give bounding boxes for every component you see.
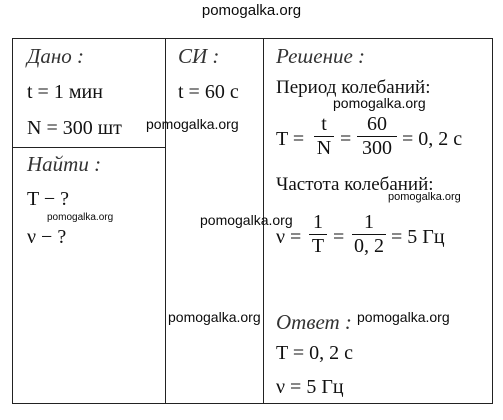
watermark-3: pomogalka.org bbox=[388, 191, 461, 203]
frequency-result: = 5 Гц bbox=[391, 226, 445, 248]
find-title: Найти : bbox=[27, 152, 102, 176]
watermark-2: pomogalka.org bbox=[333, 95, 426, 111]
period-denominator-2: 300 bbox=[362, 137, 392, 159]
frequency-equals: = bbox=[333, 226, 345, 248]
answer-frequency: ν = 5 Гц bbox=[276, 376, 344, 398]
watermark-6: pomogalka.org bbox=[168, 309, 261, 325]
row-divider bbox=[13, 147, 165, 148]
answer-period: T = 0, 2 с bbox=[276, 342, 354, 364]
period-lhs: T = bbox=[276, 128, 305, 150]
given-title: Дано : bbox=[27, 44, 85, 68]
frequency-denominator-1: T bbox=[311, 235, 325, 257]
frequency-numerator-2: 1 bbox=[364, 211, 374, 233]
frequency-label: Частота колебаний: bbox=[276, 174, 434, 195]
period-denominator-1: N bbox=[316, 137, 332, 159]
frequency-denominator-2: 0, 2 bbox=[354, 235, 384, 257]
watermark-5: pomogalka.org bbox=[200, 212, 293, 228]
frequency-numerator-1: 1 bbox=[313, 211, 323, 233]
si-title: СИ : bbox=[178, 44, 220, 68]
frequency-fraction-1 bbox=[309, 212, 327, 257]
period-fraction-1 bbox=[314, 114, 334, 159]
watermark-4: pomogalka.org bbox=[47, 212, 114, 223]
header-watermark: pomogalka.org bbox=[201, 2, 302, 19]
solution-title: Решение : bbox=[276, 44, 366, 68]
period-label: Период колебаний: bbox=[276, 77, 431, 98]
given-count: N = 300 шт bbox=[27, 117, 122, 139]
period-fraction-2 bbox=[357, 114, 397, 159]
watermark-1: pomogalka.org bbox=[146, 116, 239, 132]
column-divider-1 bbox=[165, 39, 166, 403]
find-frequency: ν − ? bbox=[27, 226, 67, 248]
period-result: = 0, 2 с bbox=[402, 128, 463, 150]
frequency-lhs: ν = bbox=[276, 226, 302, 248]
find-period: T − ? bbox=[27, 188, 70, 210]
answer-title: Ответ : bbox=[276, 310, 352, 334]
frequency-fraction-2 bbox=[352, 212, 386, 257]
given-time: t = 1 мин bbox=[27, 81, 103, 103]
period-equals: = bbox=[340, 128, 352, 150]
period-numerator-1: t bbox=[321, 113, 327, 135]
period-numerator-2: 60 bbox=[367, 113, 387, 135]
watermark-7: pomogalka.org bbox=[357, 309, 450, 325]
si-time: t = 60 с bbox=[178, 81, 239, 103]
